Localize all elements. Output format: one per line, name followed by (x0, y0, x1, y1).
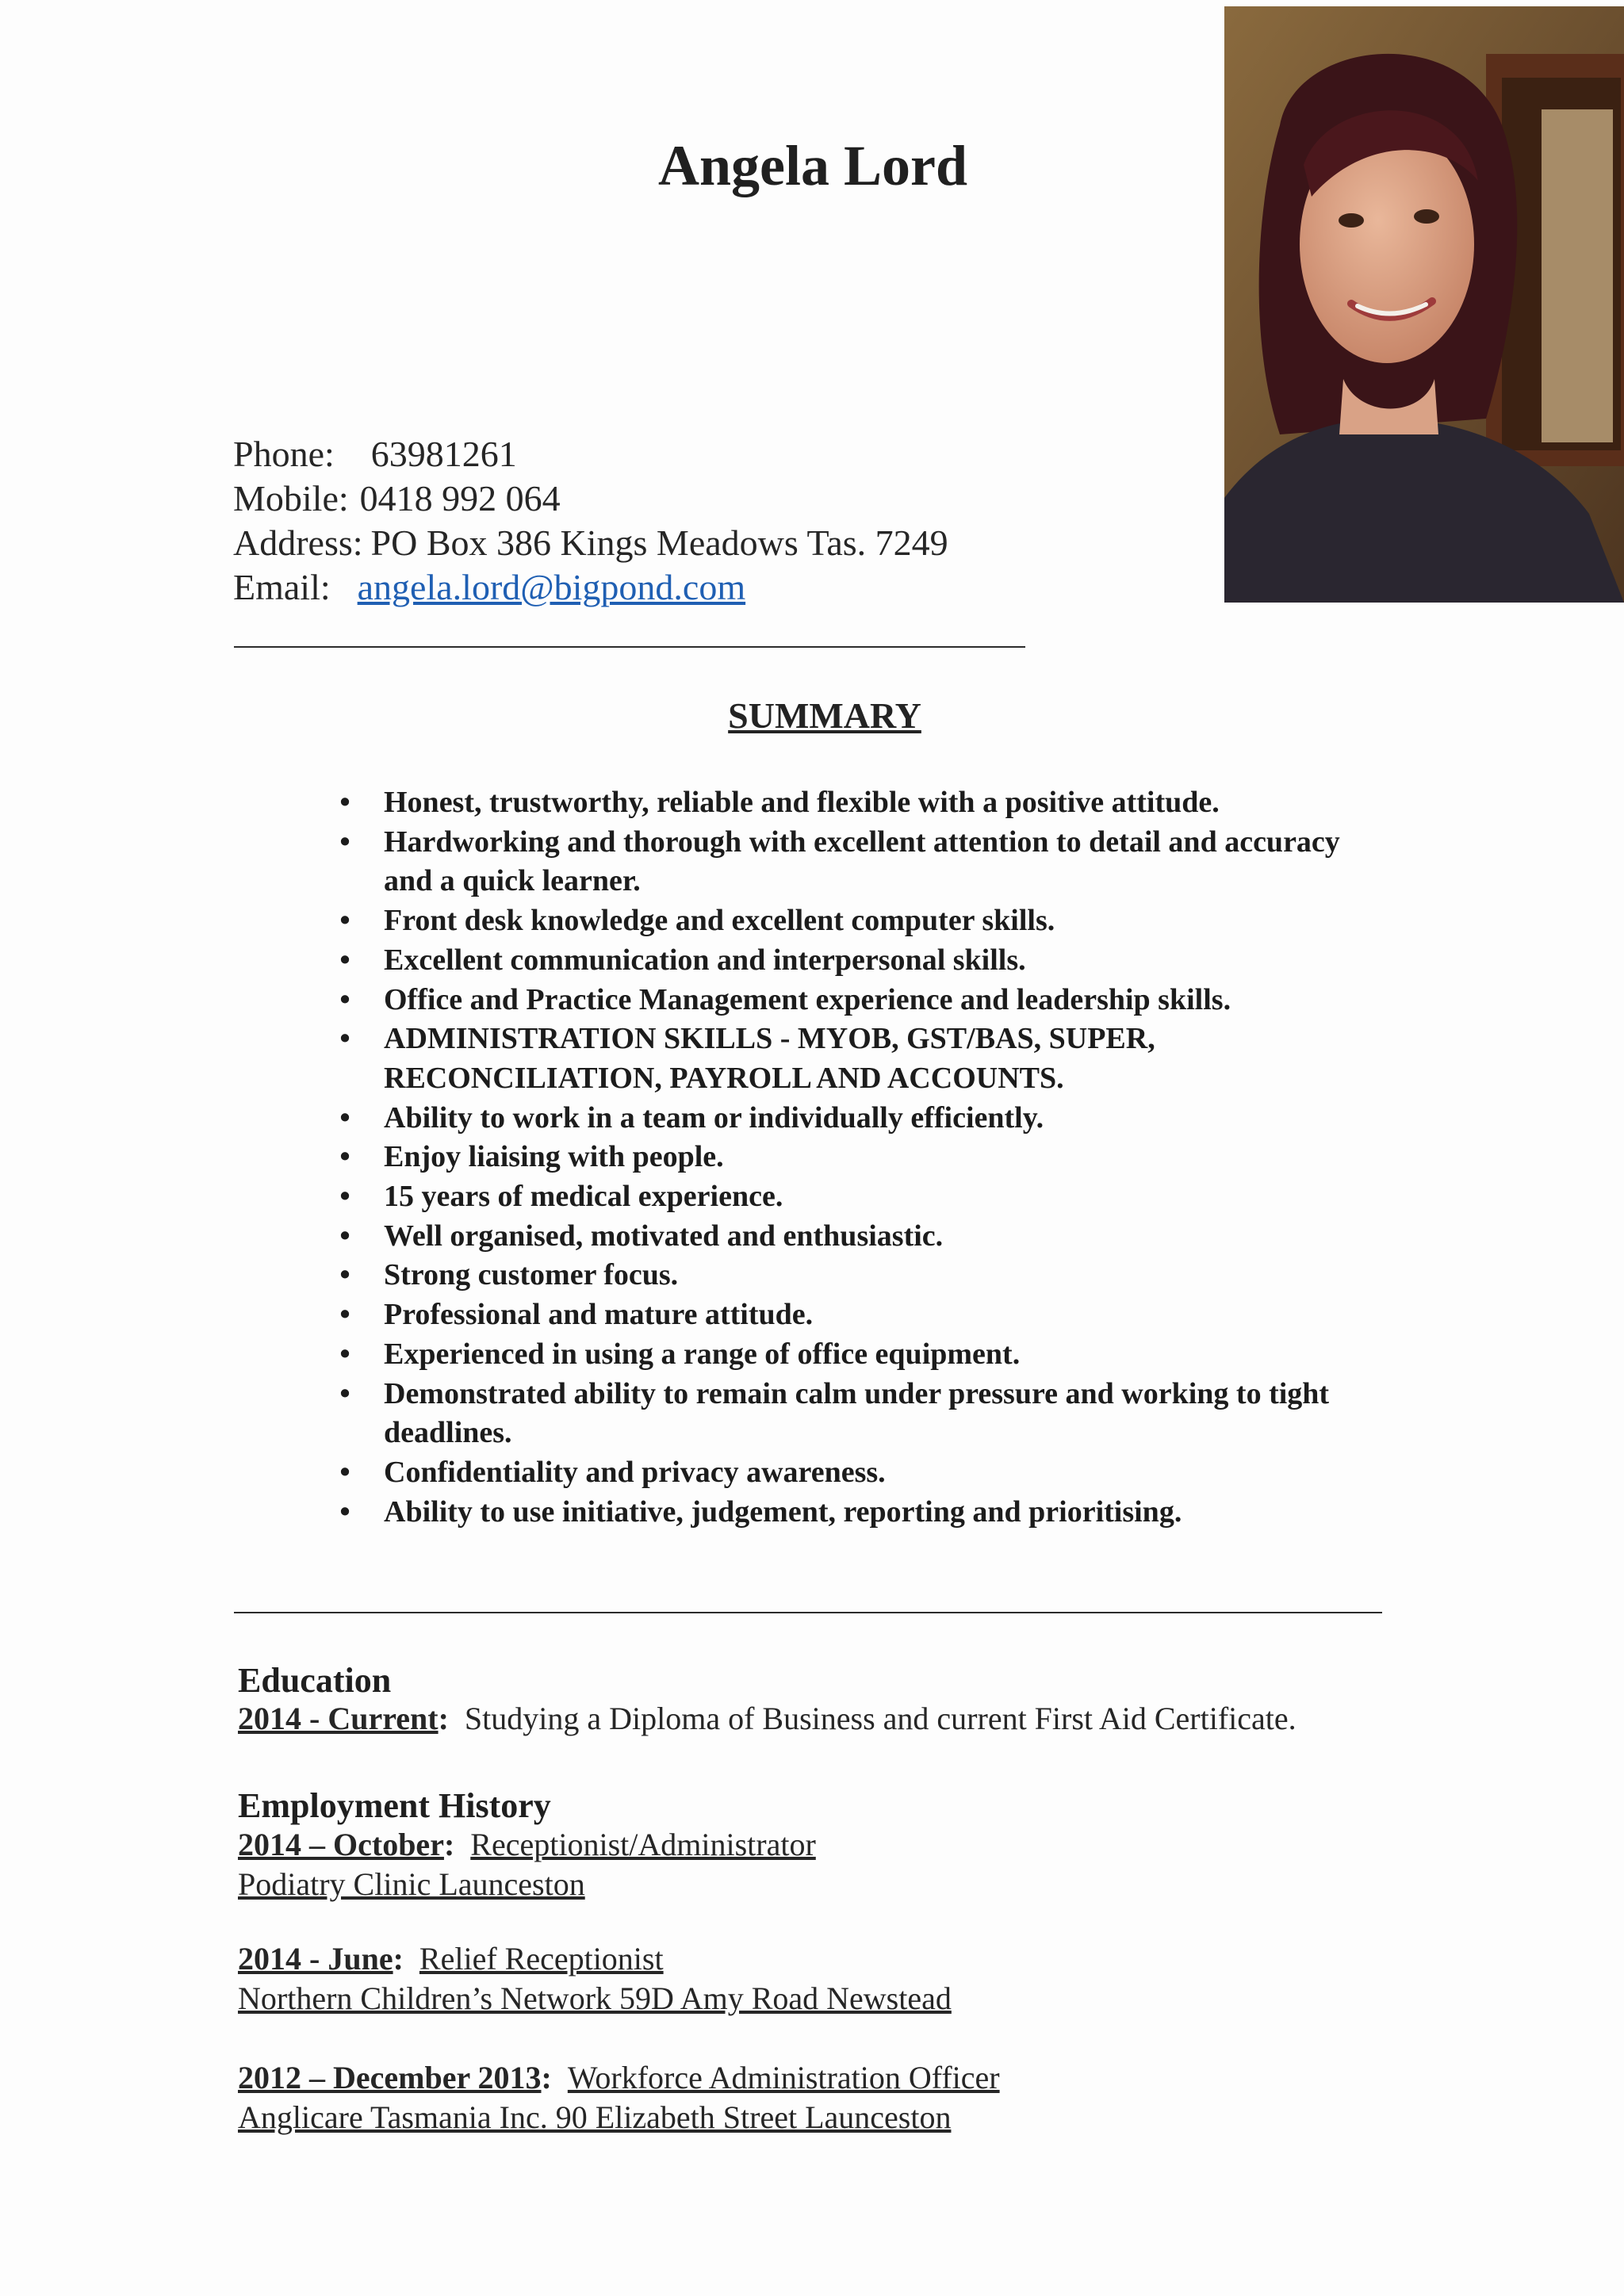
education-heading: Education (238, 1661, 392, 1700)
summary-item-text: Strong customer focus. (384, 1258, 679, 1292)
email-link[interactable]: angela.lord@bigpond.com (357, 567, 746, 607)
summary-item-text: Ability to work in a team or individually efficiently. (384, 1100, 1044, 1135)
divider-bottom (234, 1612, 1382, 1613)
summary-item: • Strong customer focus. (339, 1258, 679, 1292)
job-place: Podiatry Clinic Launceston (238, 1866, 585, 1902)
summary-item-text: Demonstrated ability to remain calm under pressure and working to tight deadlines. (384, 1376, 1330, 1450)
phone-label: Phone: (233, 434, 335, 474)
summary-item-text: Confidentiality and privacy awareness. (384, 1455, 886, 1489)
mobile-row (233, 476, 948, 521)
mobile-value: 0418 992 064 (359, 478, 561, 519)
summary-item: • Professional and mature attitude. (339, 1298, 814, 1332)
candidate-name: Angela Lord (657, 134, 968, 197)
summary-item: • Honest, trustworthy, reliable and flexible with a positive attitude. (339, 786, 1220, 819)
summary-item: • Well organised, motivated and enthusiastic. (339, 1219, 944, 1253)
summary-item-text: ADMINISTRATION SKILLS - MYOB, GST/BAS, SUPER, RECONCILIATION, PAYROLL AND ACCOUNTS. (384, 1022, 1155, 1095)
summary-item: • Enjoy liaising with people. (339, 1140, 724, 1174)
summary-item-text: Honest, trustworthy, reliable and flexible with a positive attitude. (384, 786, 1220, 819)
education-entry: 2014 - Current: Studying a Diploma of Business and current First Aid Certificate. (238, 1701, 1297, 1736)
summary-item: • ADMINISTRATION SKILLS - MYOB, GST/BAS, SUPER, RECONCILIATION, PAYROLL AND ACCOUNTS. (339, 1022, 1155, 1095)
job-entry: 2014 - June: Relief Receptionist Northern Children’s Network 59D Amy Road Newstead (238, 1941, 952, 2016)
address-value: PO Box 386 Kings Meadows Tas. 7249 (370, 522, 948, 563)
contact-details (233, 432, 948, 610)
job-role: Relief Receptionist (419, 1941, 664, 1976)
summary-item: • 15 years of medical experience. (339, 1180, 783, 1214)
phone-row (233, 432, 948, 476)
job-role: Receptionist/Administrator (470, 1827, 816, 1862)
divider-top (234, 646, 1025, 648)
summary-item-text: Professional and mature attitude. (384, 1298, 814, 1332)
summary-item-text: Experienced in using a range of office equipment. (384, 1337, 1021, 1371)
summary-item: • Excellent communication and interpersonal skills. (339, 943, 1026, 977)
job-date: 2012 – December 2013 (238, 2060, 542, 2095)
profile-photo (1224, 6, 1624, 603)
summary-item: • Demonstrated ability to remain calm under pressure and working to tight deadlines. (339, 1376, 1330, 1450)
summary-list (333, 783, 1388, 1532)
summary-item-text: Ability to use initiative, judgement, reporting and prioritising. (384, 1494, 1182, 1529)
summary-item: • Ability to work in a team or individually efficiently. (339, 1100, 1044, 1135)
summary-item: • Confidentiality and privacy awareness. (339, 1455, 886, 1489)
email-row (233, 565, 948, 610)
address-label: Address: (233, 522, 363, 563)
job-place: Anglicare Tasmania Inc. 90 Elizabeth Street Launceston (238, 2099, 952, 2135)
job-date: 2014 – October (238, 1827, 444, 1862)
summary-heading: SUMMARY (728, 695, 921, 736)
email-label: Email: (233, 567, 331, 607)
employment-heading: Employment History (238, 1786, 551, 1825)
summary-item: • Ability to use initiative, judgement, reporting and prioritising. (339, 1494, 1182, 1529)
summary-item-text: Enjoy liaising with people. (384, 1140, 724, 1174)
address-row (233, 521, 948, 565)
summary-item-text: Office and Practice Management experience and leadership skills. (384, 982, 1231, 1016)
summary-item: • Office and Practice Management experience and leadership skills. (339, 982, 1231, 1016)
education-date: 2014 - Current (238, 1701, 439, 1736)
summary-item: • Hardworking and thorough with excellent attention to detail and accuracy and a quick learner. (339, 825, 1340, 898)
summary-item-text: Hardworking and thorough with excellent attention to detail and accuracy and a quick learner. (384, 825, 1340, 898)
job-entry: 2014 – October: Receptionist/Administrator Podiatry Clinic Launceston (238, 1827, 816, 1902)
summary-item-text: Well organised, motivated and enthusiastic. (384, 1219, 944, 1253)
job-entry: 2012 – December 2013: Workforce Administration Officer Anglicare Tasmania Inc. 90 Elizabeth Street Launceston (238, 2060, 1000, 2135)
summary-item-text: Front desk knowledge and excellent computer skills. (384, 904, 1055, 938)
phone-value: 63981261 (370, 434, 517, 474)
summary-item: • Experienced in using a range of office equipment. (339, 1337, 1021, 1371)
education-text: Studying a Diploma of Business and current First Aid Certificate. (464, 1701, 1297, 1736)
summary-item-text: Excellent communication and interpersonal skills. (384, 943, 1026, 977)
summary-item: • Front desk knowledge and excellent computer skills. (339, 904, 1055, 938)
mobile-label: Mobile: (233, 478, 349, 519)
job-date: 2014 - June (238, 1941, 393, 1976)
job-place: Northern Children’s Network 59D Amy Road Newstead (238, 1980, 952, 2016)
summary-item-text: 15 years of medical experience. (384, 1180, 783, 1214)
job-role: Workforce Administration Officer (567, 2060, 1000, 2095)
